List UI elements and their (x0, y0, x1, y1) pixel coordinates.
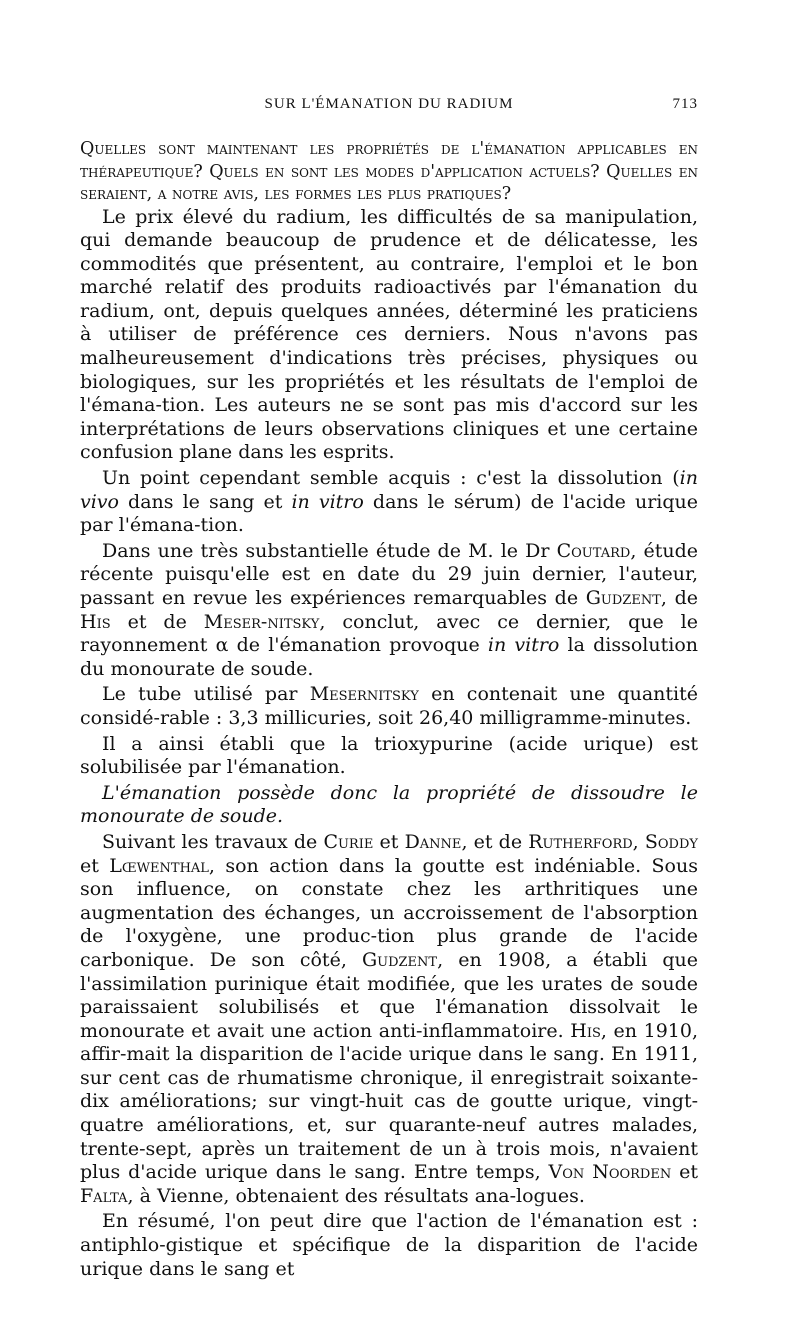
author-curie: Curie (323, 830, 374, 853)
author-falta: Falta (80, 1184, 128, 1207)
running-title: SUR L'ÉMANATION DU RADIUM (264, 96, 514, 112)
author-his: His (80, 610, 111, 633)
paragraph-5: Il a ainsi établi que la trioxypurine (acide urique) est solubilisée par l'émanation. (80, 732, 698, 779)
author-gudzent: Gudzent (585, 587, 661, 609)
author-rutherford: Rutherford (528, 830, 633, 853)
paragraph-6-conclusion: L'émanation possède donc la propriété de dissoudre le monourate de soude. (80, 781, 698, 828)
book-page (80, 96, 698, 1283)
author-loewenthal: Lœwenthal (109, 854, 209, 877)
paragraph-7: Suivant les travaux de Curie et Danne, et de Rutherford, Soddy et Lœwenthal, son action dans la goutte est indéniable. Sous son influence, on constate chez les arthritiques une augmentation des échanges, un accroissement de l'absorption de l'oxygène, une produc-tion plus grande de l'acide carbonique. De son côté, Gudzent, en 1908, a établi que l'assimilation purinique était modifiée, que les urates de soude paraissaient solubilisés et que l'émanation dissolvait le monourate et avait une action anti-inflammatoire. His, en 1910, affir-mait la disparition de l'acide urique dans le sang. En 1911, sur cent cas de rhumatisme chronique, il enregistrait soixante-dix améliorations; sur vingt-huit cas de goutte urique, vingt-quatre améliorations, et, sur quarante-neuf autres malades, trente-sept, après un traitement de un à trois mois, n'avaient plus d'acide urique dans le sang. Entre temps, Von Noorden et Falta, à Vienne, obtenaient des résultats ana-logues. (80, 830, 699, 1207)
term-in-vivo: in vivo (80, 467, 698, 513)
author-mesernitsky: Meser-nitsky (203, 610, 320, 633)
author-danne: Danne (404, 830, 462, 853)
paragraph-2: Un point cependant semble acquis : c'est la dissolution (in vivo dans le sang et in vitro dans le sérum) de l'acide urique par l'émana-tion. (80, 467, 698, 537)
paragraph-8: En résumé, l'on peut dire que l'action de l'émanation est : antiphlo-gistique et spécifique de la disparition de l'acide urique dans le sang et (80, 1210, 698, 1280)
author-von-noorden: Von Noorden (548, 1161, 672, 1184)
section-question: Quelles sont maintenant les propriétés de l'émanation applicables en thérapeutique? Quels en sont les modes d'application actuels? Quelles en seraient, a notre avis, les formes les plus pratiques? (80, 139, 698, 204)
paragraph-4: Le tube utilisé par Mesernitsky en contenait une quantité considé-rable : 3,3 millicuries, soit 26,40 milligramme-minutes. (80, 683, 698, 729)
paragraph-3: Dans une très substantielle étude de M. le Dr Coutard, étude récente puisqu'elle est en date du 29 juin dernier, l'auteur, passant en revue les expériences remarquables de Gudzent, de His et de Meser-nitsky, conclut, avec ce dernier, que le rayonnement α de l'émanation provoque in vitro la dissolution du monourate de soude. (80, 539, 699, 680)
author-soddy: Soddy (644, 830, 698, 853)
page-number: 713 (672, 96, 698, 112)
paragraph-1: Le prix élevé du radium, les difficultés de sa manipulation, qui demande beaucoup de prudence et de délicatesse, les commodités que présentent, au contraire, l'emploi et le bon marché relatif des produits radioactivés par l'émanation du radium, ont, depuis quelques années, déterminé les praticiens à utiliser de préférence ces derniers. Nous n'avons pas malheureusement d'indications très précises, physiques ou biologiques, sur les propriétés et les résultats de l'emploi de l'émana-tion. Les auteurs ne se sont pas mis d'accord sur les interprétations de leurs observations cliniques et une certaine confusion plane dans les esprits. (80, 205, 698, 464)
author-his: His (570, 1019, 601, 1042)
term-in-vitro: in vitro (487, 634, 560, 657)
running-head (80, 96, 698, 120)
author-coutard: Coutard (556, 539, 631, 562)
term-in-vitro: in vitro (291, 490, 364, 513)
author-gudzent: Gudzent (361, 948, 438, 971)
author-mesernitsky: Mesernitsky (309, 683, 419, 706)
